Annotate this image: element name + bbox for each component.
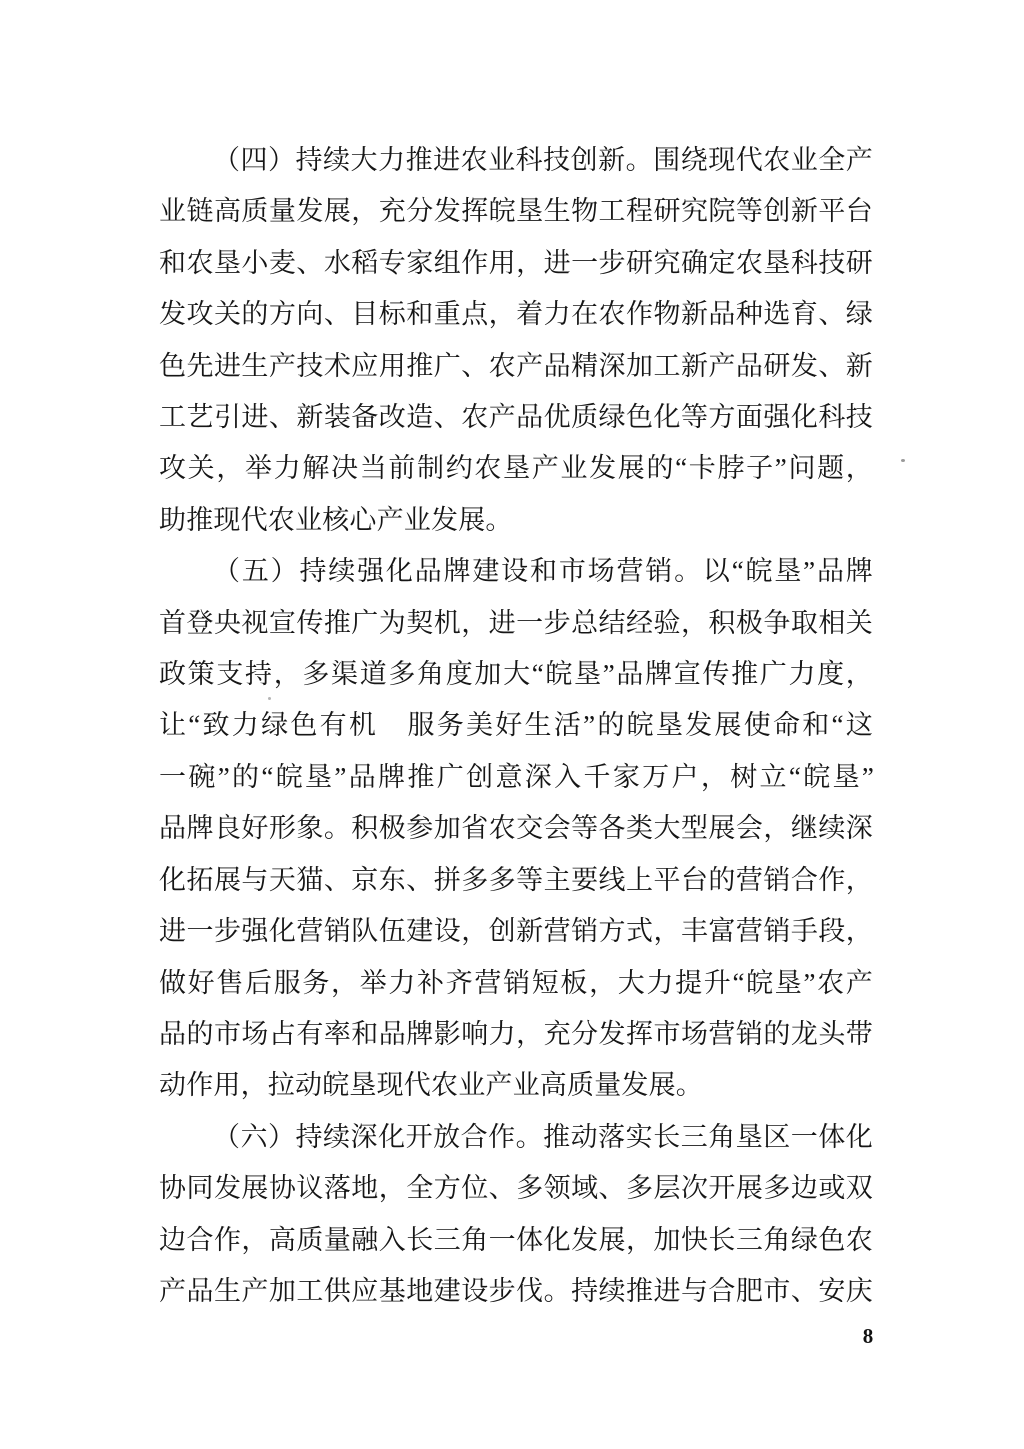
text-line: （四）持续大力推进农业科技创新。围绕现代农业全产 <box>213 145 873 175</box>
text-line: （六）持续深化开放合作。推动落实长三角垦区一体化 <box>213 1121 873 1152</box>
text-line: 工艺引进、新装备改造、农产品优质绿色化等方面强化科技 <box>159 402 873 433</box>
text-line: （五）持续强化品牌建设和市场营销。以“皖垦”品牌 <box>213 556 873 587</box>
text-line: 边合作，高质量融入长三角一体化发展，加快长三角绿色农 <box>159 1224 873 1255</box>
text-line: 色先进生产技术应用推广、农产品精深加工新产品研发、新 <box>159 350 873 381</box>
text-line: 动作用，拉动皖垦现代农业产业高质量发展。 <box>159 1070 703 1101</box>
text-line: 让“致力绿色有机 服务美好生活”的皖垦发展使命和“这 <box>159 710 873 741</box>
page-number: 8 <box>862 1324 874 1348</box>
paragraph-section-5 <box>159 546 873 1111</box>
text-line: 攻关，举力解决当前制约农垦产业发展的“卡脖子”问题， <box>159 453 873 484</box>
text-line: 政策支持，多渠道多角度加大“皖垦”品牌宣传推广力度， <box>159 659 873 690</box>
text-line: 协同发展协议落地，全方位、多领域、多层次开展多边或双 <box>159 1173 873 1204</box>
body-text <box>159 135 873 1317</box>
text-line: 助推现代农业核心产业发展。 <box>159 504 513 535</box>
text-line: 品的市场占有率和品牌影响力，充分发挥市场营销的龙头带 <box>159 1018 873 1049</box>
text-line: 业链高质量发展，充分发挥皖垦生物工程研究院等创新平台 <box>159 196 873 227</box>
paragraph-section-4 <box>159 135 873 546</box>
text-line: 化拓展与天猫、京东、拼多多等主要线上平台的营销合作， <box>159 864 873 895</box>
text-line: 品牌良好形象。积极参加省农交会等各类大型展会，继续深 <box>159 813 873 844</box>
text-line: 产品生产加工供应基地建设步伐。持续推进与合肥市、安庆 <box>159 1275 873 1306</box>
paragraph-section-6 <box>159 1112 873 1318</box>
scan-artifact-dot <box>268 697 271 700</box>
text-line: 首登央视宣传推广为契机，进一步总结经验，积极争取相关 <box>159 607 873 638</box>
scan-artifact-dot <box>901 459 905 462</box>
text-line: 和农垦小麦、水稻专家组作用，进一步研究确定农垦科技研 <box>159 247 873 278</box>
text-line: 发攻关的方向、目标和重点，着力在农作物新品种选育、绿 <box>159 299 873 330</box>
text-line: 一碗”的“皖垦”品牌推广创意深入千家万户，树立“皖垦” <box>159 761 873 792</box>
text-line: 进一步强化营销队伍建设，创新营销方式，丰富营销手段， <box>159 916 873 947</box>
text-line: 做好售后服务，举力补齐营销短板，大力提升“皖垦”农产 <box>159 967 873 998</box>
